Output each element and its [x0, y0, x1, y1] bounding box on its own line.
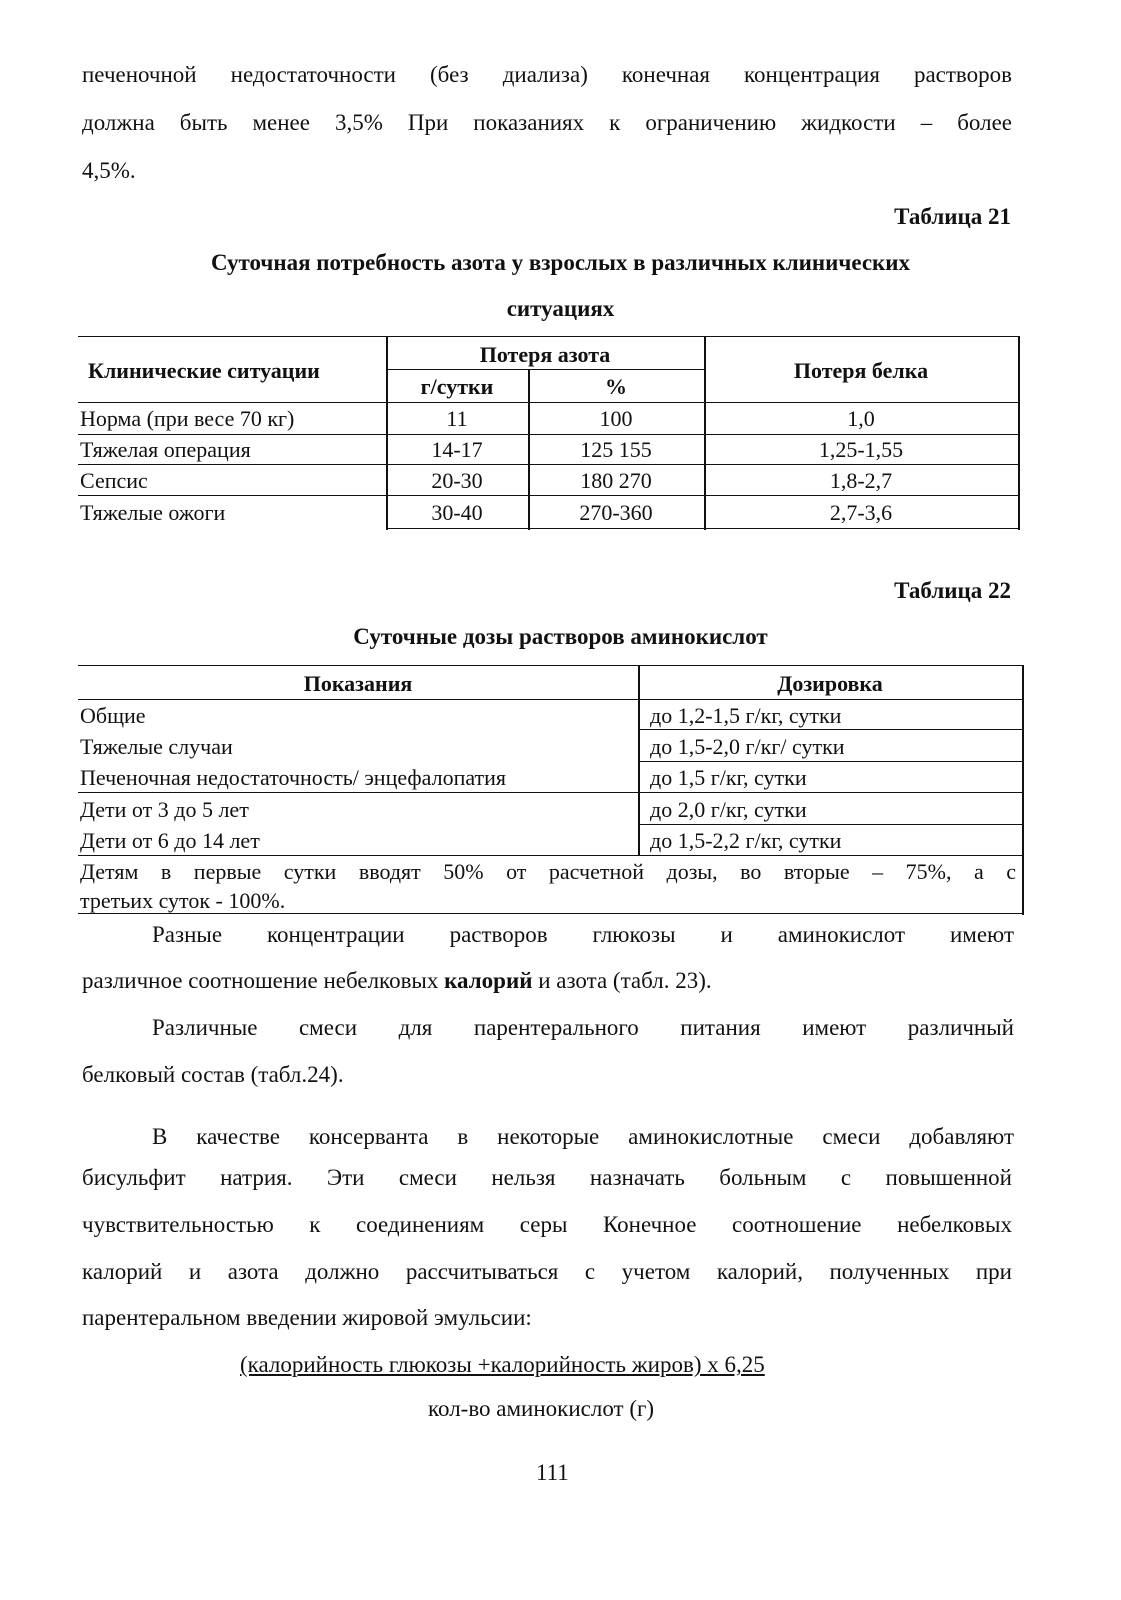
table21-cell-situation: Сепсис	[80, 468, 148, 493]
body-p1-line-2	[82, 968, 712, 994]
body-p3-line-5: парентеральном введении жировой эмульсии:	[82, 1305, 532, 1330]
formula-denominator: кол-во аминокислот (г)	[428, 1396, 655, 1421]
table22-cell-dosage: до 1,5-2,2 г/кг, сутки	[650, 828, 842, 853]
table22-cell-indication: Общие	[80, 703, 146, 728]
table22-right-border	[1022, 665, 1024, 915]
table22-row-border	[638, 824, 1024, 825]
table22	[78, 665, 1026, 915]
table21-cell-percent: 125 155	[580, 437, 652, 462]
table22-top-border	[78, 665, 1024, 666]
table21-header-protein-loss: Потеря белка	[793, 358, 929, 383]
table21-cell-percent: 270-360	[579, 500, 653, 525]
table22-header-dosage: Дозировка	[777, 671, 883, 696]
table21-row-border	[78, 434, 1020, 435]
table22-cell-indication: Тяжелые случаи	[80, 734, 233, 759]
table21-header-percent: %	[605, 374, 627, 399]
page-number: 111	[536, 1460, 569, 1485]
table22-cell-indication: Печеночная недостаточность/ энцефалопатия	[80, 765, 507, 790]
table21-cell-situation: Тяжелая операция	[80, 437, 251, 462]
intro-line-2: должна быть менее 3,5% При показаниях к ограничению жидкости – более	[82, 110, 1012, 135]
table22-cell-dosage: до 1,5 г/кг, сутки	[650, 765, 807, 790]
body-text: различное соотношение небелковых	[82, 968, 445, 993]
table21-cell-protein: 1,0	[847, 406, 875, 431]
table21-top-border	[78, 336, 1020, 337]
table21-cell-per-day: 14-17	[431, 437, 483, 462]
body-p2-line-1: Различные смеси для парентерального питания имеют различный	[152, 1015, 1014, 1040]
table21-bottom-border	[386, 528, 1020, 529]
table21-title-line-2: ситуациях	[506, 296, 615, 321]
body-p3-line-3: чувствительностью к соединениям серы Конечное соотношение небелковых	[82, 1212, 1012, 1237]
table21-header-border	[78, 402, 1020, 403]
table22-cell-dosage: до 1,5-2,0 г/кг/ сутки	[650, 734, 845, 759]
table22-cell-indication: Дети от 3 до 5 лет	[80, 797, 249, 822]
table21-cell-per-day: 11	[446, 406, 468, 431]
body-p1-line-1: Разные концентрации растворов глюкозы и аминокислот имеют	[152, 922, 1014, 947]
table22-note-line-2: третьих суток - 100%.	[80, 888, 286, 913]
table21-cell-percent: 180 270	[580, 468, 652, 493]
table22-row-border	[638, 761, 1024, 762]
table21-cell-protein: 2,7-3,6	[829, 500, 893, 525]
table22-label: Таблица 22	[894, 578, 1011, 603]
table21-row-border	[78, 464, 1020, 465]
table21-subheader-border	[386, 369, 704, 370]
table21-header-situation: Клинические ситуации	[88, 358, 320, 383]
body-p3-line-4: калорий и азота должно рассчитываться с учетом калорий, полученных при	[82, 1259, 1012, 1284]
body-p3-line-1: В качестве консерванта в некоторые аминокислотные смеси добавляют	[152, 1124, 1014, 1149]
table22-row-border	[78, 855, 1024, 856]
table21-cell-protein: 1,25-1,55	[818, 437, 904, 462]
table21-label: Таблица 21	[894, 204, 1011, 229]
table22-header-border	[78, 699, 1024, 700]
body-bold-text: калорий	[444, 968, 533, 993]
body-p3-line-2: бисульфит натрия. Эти смеси нельзя назначать больным с повышенной	[82, 1165, 1012, 1190]
table21-cell-per-day: 30-40	[431, 500, 483, 525]
table22-note-line-1: Детям в первые сутки вводят 50% от расчетной дозы, во вторые – 75%, а с	[80, 859, 1016, 884]
table22-row-border	[78, 792, 1024, 793]
table21-title-line-1: Суточная потребность азота у взрослых в различных клинических	[210, 250, 911, 275]
table21-header-nitrogen-loss: Потеря азота	[479, 342, 611, 367]
table21	[78, 336, 1020, 530]
table21-cell-percent: 100	[599, 406, 633, 431]
table22-row-border	[638, 729, 1024, 730]
intro-line-3: 4,5%.	[82, 158, 136, 183]
formula-numerator: (калорийность глюкозы +калорийность жиров) х 6,25	[240, 1352, 765, 1377]
table22-title: Суточные дозы растворов аминокислот	[353, 624, 768, 649]
table21-right-border	[1018, 336, 1020, 530]
table21-cell-protein: 1,8-2,7	[829, 468, 893, 493]
table22-cell-indication: Дети от 6 до 14 лет	[80, 828, 260, 853]
table22-cell-dosage: до 2,0 г/кг, сутки	[650, 797, 807, 822]
table21-header-per-day: г/сутки	[420, 374, 494, 399]
table21-row-border	[78, 495, 1020, 496]
body-p2-line-2: белковый состав (табл.24).	[82, 1062, 344, 1087]
table22-header-indication: Показания	[303, 671, 413, 696]
body-text: и азота (табл. 23).	[532, 968, 712, 993]
table21-cell-per-day: 20-30	[431, 468, 483, 493]
intro-line-1: печеночной недостаточности (без диализа) конечная концентрация растворов	[82, 62, 1012, 87]
table21-cell-situation: Норма (при весе 70 кг)	[80, 406, 295, 431]
table21-cell-situation: Тяжелые ожоги	[80, 500, 226, 525]
table22-cell-dosage: до 1,2-1,5 г/кг, сутки	[650, 703, 842, 728]
